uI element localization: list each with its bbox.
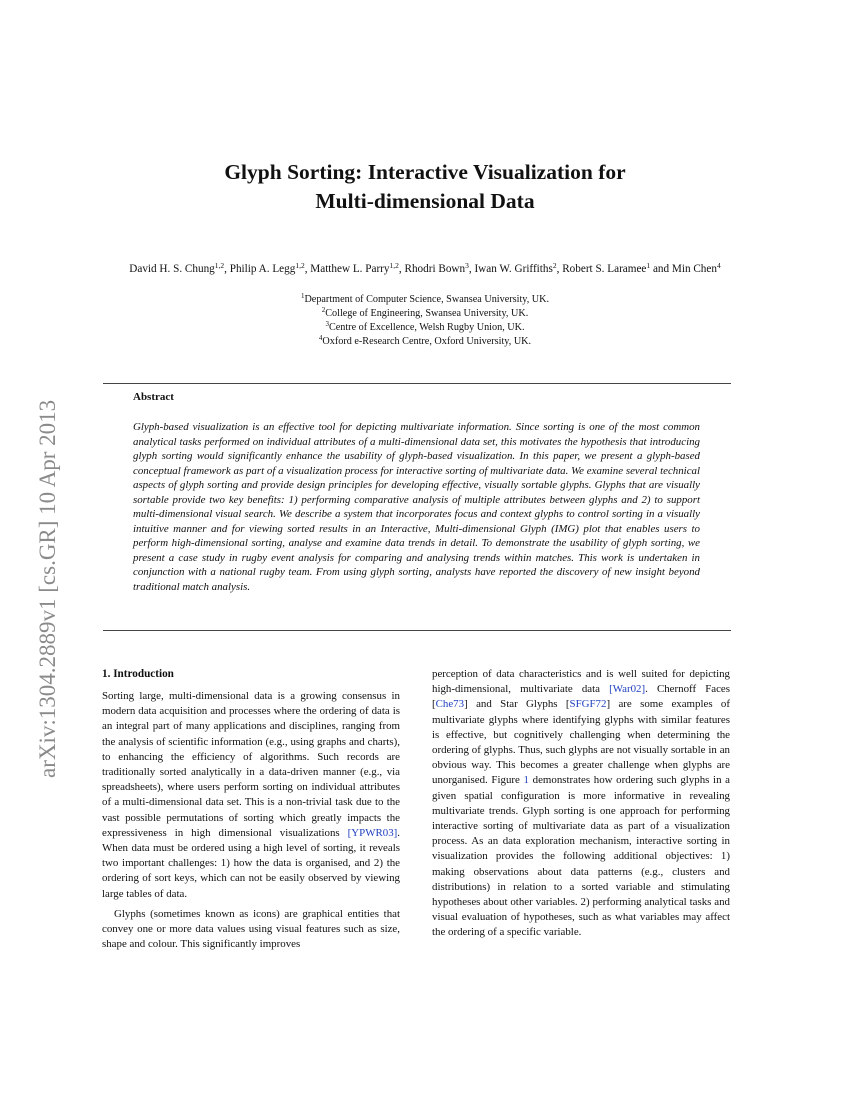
citation-link[interactable]: [War02]	[609, 683, 646, 696]
arxiv-side-stamp	[10, 300, 70, 780]
author: Rhodri Bown$^3$	[404, 261, 469, 275]
abstract-top-rule	[103, 383, 731, 384]
paragraph: perception of data characteristics and is well suited for depicting high-dimensional, multivariate data [War02]. Chernoff Faces [Che73] and Star Glyphs [SFGF72] are some examples of multivariate glyphs where identifying glyphs with similar features is effective, but cognitively challenging when determining the ordering of glyphs. Thus, such glyphs are not visually sortable in an obvious way. This becomes a greater challenge when glyphs are unorganised. Figure 1 demonstrates how ordering such glyphs in a given spatial configuration is more informative in revealing multivariate trends. Glyph sorting is one approach for performing interactive sorting of multivariate data as part of a visualization process. As an data exploration mechanism, interactive sorting in visualization provides the following additional objectives: 1) making observations about data patterns (e.g., clusters and distributions) in relation to a sorted variable and stimulating hypotheses about other variables. 2) performing analytical tasks and visual evaluation of hypotheses, such as what variables may affect the ordering of a specific variable.	[432, 668, 731, 939]
paragraph: Sorting large, multi-dimensional data is a growing consensus in modern data acquisition and processes where the ordering of data is an integral part of many applications and disciplines, ranging from the analysis of scientific information (e.g., using graphs and charts), to enhancing the efficiency of algorithms. Such records are traditionally sorted analytically in a data-driven manner (e.g., via spreadsheets), where users perform sorting on individual attributes of a multi-dimensional data set. This is a non-trivial task due to the vast possible permutations of sorting which greatly impacts the expressiveness in high dimensional visualizations [YPWR03]. When data must be ordered using a high level of sorting, it reveals two important challenges: 1) how the data is organised, and 2) the ordering of sort keys, which can not be easily observed by viewing large tables of data.	[102, 690, 400, 900]
section-heading-introduction: 1. Introduction	[102, 668, 174, 680]
author: Iwan W. Griffiths$^2$	[474, 261, 557, 275]
author: Philip A. Legg$^{1,2}$	[229, 261, 305, 275]
affiliation: $^3$Centre of Excellence, Welsh Rugby Union, UK.	[325, 320, 525, 333]
author-list: David H. S. Chung$^{1,2}$, Philip A. Legg$^{1,2}$, Matthew L. Parry$^{1,2}$, Rhodri Bown$^3$, Iwan W. Griffiths$^2$, Robert S. Laramee$^1$ and Min Chen$^4$	[129, 261, 721, 275]
citation-link[interactable]: [YPWR03]	[347, 826, 398, 839]
abstract-text: Glyph-based visualization is an effective tool for depicting multivariate information. Since sorting is one of the most common analytical tasks performed on individual attributes of a multi-dimensional data set, this motivates the hypothesis that introducing glyph sorting would significantly enhance the usability of glyph-based visualization. In this paper, we present a glyph-based conceptual framework as part of a visualization process for interactive sorting of multivariate data. We examine several technical aspects of glyph sorting and provide design principles for developing effective, visually sortable glyphs. Glyphs that are visually sortable provide two key benefits: 1) performing comparative analysis of multiple attributes between glyphs and 2) to support multi-dimensional visual search. We describe a system that incorporates focus and context glyphs to control sorting in a visually intuitive manner and for viewing sorted results in an Interactive, Multi-dimensional Glyph (IMG) plot that enables users to perform high-dimensional sorting, analyse and examine data trends in detail. To demonstrate the usability of glyph sorting, we present a case study in rugby event analysis for comparing and analysing trends within matches. This work is undertaken in conjunction with a national rugby team. From using glyph sorting, analysts have reported the discovery of new insight beyond traditional match analysis.	[133, 421, 700, 593]
citation-link[interactable]: Che73	[435, 698, 465, 711]
author: David H. S. Chung$^{1,2}$	[129, 261, 225, 275]
affiliation-list	[0, 293, 850, 349]
paper-title	[0, 158, 850, 216]
arxiv-stamp-text: arXiv:1304.2889v1 [cs.GR] 10 Apr 2013	[35, 399, 60, 778]
abstract-heading: Abstract	[133, 391, 174, 403]
figure-link[interactable]: 1	[523, 774, 529, 787]
affiliation: $^1$Department of Computer Science, Swansea University, UK.	[300, 292, 550, 305]
author: Robert S. Laramee$^1$	[562, 261, 651, 275]
affiliation: $^2$College of Engineering, Swansea University, UK.	[321, 306, 529, 319]
title-line-2: Multi-dimensional Data	[315, 189, 535, 213]
title-line-1: Glyph Sorting: Interactive Visualization for	[224, 160, 626, 184]
left-column	[102, 667, 400, 952]
abstract-bottom-rule	[103, 630, 731, 631]
author: Min Chen$^4$	[671, 261, 721, 275]
right-column	[432, 667, 730, 941]
citation-link[interactable]: SFGF72	[569, 698, 607, 711]
affiliation: $^4$Oxford e-Research Centre, Oxford University, UK.	[318, 334, 532, 347]
author: Matthew L. Parry$^{1,2}$	[310, 261, 399, 275]
paragraph: Glyphs (sometimes known as icons) are graphical entities that convey one or more data values using visual features such as size, shape and colour. This significantly improves	[102, 907, 400, 951]
